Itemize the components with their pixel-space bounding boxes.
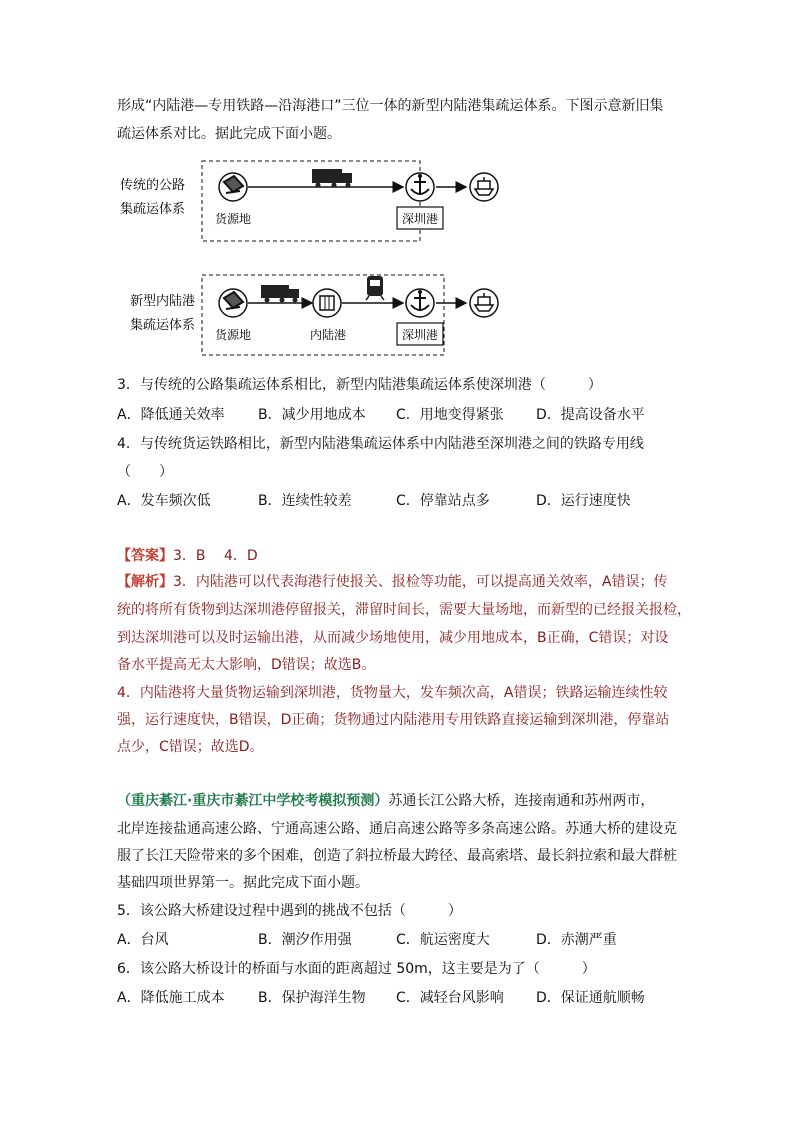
traditional-label-1: 传统的公路	[120, 178, 186, 193]
shenzhen-port-label-2: 深圳港	[402, 328, 439, 342]
q4-option-b: B．连续性较差	[258, 493, 352, 509]
passage2-source: （重庆綦江·重庆市綦江中学校考模拟预测）	[117, 793, 389, 809]
q5-stem: 5．该公路大桥建设过程中遇到的挑战不包括（ ）	[117, 903, 462, 919]
q6-option-c: C．减轻台风影响	[396, 990, 504, 1006]
q3-option-a: A．降低通关效率	[117, 407, 225, 423]
answer-tag: 【答案】	[117, 548, 173, 564]
passage2-line-4: 基础四项世界第一。据此完成下面小题。	[117, 875, 369, 891]
ship-icon-2	[470, 289, 498, 317]
answer-text: 3．B 4．D	[173, 548, 258, 564]
new-label-2: 集疏运体系	[130, 318, 196, 333]
source-icon	[219, 173, 247, 201]
transport-system-diagram	[120, 155, 520, 360]
inland-port-label: 内陆港	[310, 328, 347, 342]
ship-icon	[470, 173, 498, 201]
q6-option-a: A．降低施工成本	[117, 990, 225, 1006]
q3-option-c: C．用地变得紧张	[396, 407, 504, 423]
q5-option-c: C．航运密度大	[396, 932, 490, 948]
analysis-line-1	[117, 573, 667, 591]
source-label: 货源地	[215, 212, 252, 226]
q6-stem: 6．该公路大桥设计的桥面与水面的距离超过 50m，这主要是为了（ ）	[117, 961, 596, 977]
q4-option-d: D．运行速度快	[536, 493, 631, 509]
anchor-icon	[406, 173, 434, 201]
analysis-text-1: 3．内陆港可以代表海港行使报关、报检等功能，可以提高通关效率，A错误；传	[173, 574, 668, 590]
passage2-line-1-text: 苏通长江公路大桥，连接南通和苏州两市，	[388, 793, 655, 809]
q6-option-b: B．保护海洋生物	[258, 990, 366, 1006]
intro-line-1: 形成“内陆港—专用铁路—沿海港口”三位一体的新型内陆港集疏运体系。下图示意新旧集	[117, 98, 664, 114]
analysis-tag: 【解析】	[117, 574, 173, 590]
passage2-line-1	[117, 792, 654, 810]
analysis-line-2: 统的将所有货物到达深圳港停留报关，滞留时间长，需要大量场地，而新型的已经报关报检，	[117, 602, 691, 618]
q5-option-a: A．台风	[117, 932, 169, 948]
q4-paren: （ ）	[117, 464, 173, 480]
q4-stem: 4．与传统货运铁路相比，新型内陆港集疏运体系中内陆港至深圳港之间的铁路专用线	[117, 436, 644, 452]
analysis-line-7: 点少，C错误；故选D。	[117, 739, 264, 755]
shenzhen-port-label: 深圳港	[402, 212, 439, 226]
analysis-line-3: 到达深圳港可以及时运输出港，从而减少场地使用，减少用地成本，B正确，C错误；对设	[117, 630, 669, 646]
new-label-1: 新型内陆港	[130, 294, 196, 309]
answer-row	[117, 547, 258, 565]
source-icon-2	[219, 289, 247, 317]
q3-option-b: B．减少用地成本	[258, 407, 366, 423]
inland-port-icon	[313, 289, 341, 317]
truck-icon-2	[261, 285, 299, 303]
q3-stem: 3．与传统的公路集疏运体系相比，新型内陆港集疏运体系使深圳港（ ）	[117, 377, 602, 393]
source-label-2: 货源地	[215, 328, 252, 342]
passage2-line-2: 北岸连接盐通高速公路、宁通高速公路、通启高速公路等多条高速公路。苏通大桥的建设克	[117, 821, 677, 837]
train-icon	[366, 276, 384, 300]
q4-option-c: C．停靠站点多	[396, 493, 490, 509]
q5-option-b: B．潮汐作用强	[258, 932, 352, 948]
analysis-line-4: 备水平提高无太大影响，D错误；故选B。	[117, 657, 376, 673]
traditional-label-2: 集疏运体系	[120, 202, 186, 217]
truck-icon	[312, 169, 352, 188]
analysis-line-6: 强，运行速度快，B错误，D正确；货物通过内陆港用专用铁路直接运输到深圳港，停靠站	[117, 712, 670, 728]
passage2-line-3: 服了长江天险带来的多个困难，创造了斜拉桥最大跨径、最高索塔、最长斜拉索和最大群桩	[117, 848, 677, 864]
anchor-icon-2	[406, 289, 434, 317]
q6-option-d: D．保证通航顺畅	[536, 990, 645, 1006]
analysis-line-5: 4．内陆港将大量货物运输到深圳港，货物量大，发车频次高，A错误；铁路运输连续性较	[117, 685, 668, 701]
intro-line-2: 疏运体系对比。据此完成下面小题。	[117, 126, 341, 142]
q3-option-d: D．提高设备水平	[536, 407, 645, 423]
q4-option-a: A．发车频次低	[117, 493, 211, 509]
q5-option-d: D．赤潮严重	[536, 932, 617, 948]
